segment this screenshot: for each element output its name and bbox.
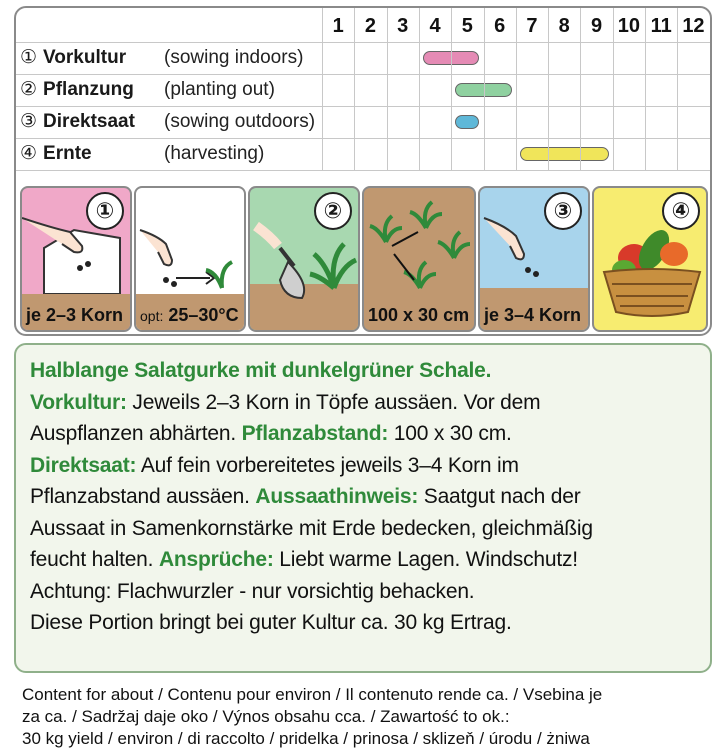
month-label: 9 <box>590 15 603 37</box>
grid-line <box>387 8 388 170</box>
grid-line <box>484 8 485 170</box>
icon-tile-germination-temperature <box>134 186 246 332</box>
row-label <box>20 138 265 170</box>
tile-label <box>140 305 239 326</box>
aussaat-text: Saatgut nach der <box>418 485 581 508</box>
grid-line <box>613 8 614 170</box>
row-label-german: Vorkultur <box>43 47 127 68</box>
direktsaat-text: Auf fein vorbereitetes jeweils 3–4 Korn im <box>136 453 519 477</box>
period-bar <box>455 115 479 129</box>
vorkultur-heading: Vorkultur: <box>30 390 127 414</box>
row-number: ④ <box>20 143 38 164</box>
pflanzabstand-heading: Pflanzabstand: <box>241 422 389 445</box>
vorkultur-text-2: Auspflanzen abhärten. <box>30 422 242 445</box>
row-label-english: (sowing indoors) <box>164 47 304 68</box>
row-label-german: Ernte <box>43 143 92 164</box>
calendar-row <box>16 106 710 138</box>
month-label: 10 <box>617 15 640 37</box>
month-label: 5 <box>461 15 473 37</box>
icon-tile-harvesting <box>592 186 708 332</box>
description-box <box>14 343 712 673</box>
step-badge: ① <box>86 192 124 230</box>
grid-line <box>710 8 711 170</box>
grid-line <box>354 8 355 170</box>
grid-line <box>16 138 710 139</box>
tile-label: je 3–4 Korn <box>484 305 582 325</box>
sowing-calendar <box>14 6 712 336</box>
grid-line <box>677 8 678 170</box>
pflanzabstand-text: 100 x 30 cm. <box>388 422 512 445</box>
aussaat-text-2: Aussaat in Samenkornstärke mit Erde bedecken, gleichmäßig <box>30 516 593 540</box>
month-label: 2 <box>364 15 376 37</box>
row-label <box>20 74 275 106</box>
step-badge: ② <box>314 192 352 230</box>
row-label <box>20 42 304 74</box>
month-label: 11 <box>650 15 672 37</box>
month-label: 7 <box>526 15 538 37</box>
step-badge: ③ <box>544 192 582 230</box>
yield-footer <box>22 684 712 750</box>
row-label <box>20 106 316 138</box>
grid-line <box>451 8 452 170</box>
tile-label-prefix: opt: <box>140 308 164 324</box>
grid-line <box>16 106 710 107</box>
footer-line-3: 30 kg yield / environ / di raccolto / pridelka / prinosa / sklizeň / úrodu / żniwa <box>22 729 590 748</box>
row-label-german: Pflanzung <box>43 79 134 100</box>
grid-line <box>419 8 420 170</box>
period-bar <box>520 147 609 161</box>
grid-line <box>516 8 517 170</box>
grid-line <box>580 8 581 170</box>
row-label-german: Direktsaat <box>43 111 135 132</box>
calendar-row <box>16 42 710 74</box>
aussaat-text-3: feucht halten. <box>30 548 159 571</box>
calendar-row <box>16 74 710 106</box>
grid-line <box>548 8 549 170</box>
footer-line-2: za ca. / Sadržaj daje oko / Výnos obsahu cca. / Zawartość to ok.: <box>22 707 510 726</box>
calendar-row <box>16 138 710 170</box>
tile-label-value: 25–30°C <box>168 305 239 325</box>
icon-tile-planting-out <box>248 186 360 332</box>
row-number: ③ <box>20 111 38 132</box>
tile-label: je 2–3 Korn <box>26 305 124 325</box>
vorkultur-text: Jeweils 2–3 Korn in Töpfe aussäen. Vor dem <box>126 390 541 414</box>
row-label-english: (planting out) <box>164 79 275 100</box>
month-label: 4 <box>429 15 441 37</box>
direktsaat-heading: Direktsaat: <box>30 453 137 477</box>
icon-tile-sowing-indoors <box>20 186 132 332</box>
instruction-icons <box>20 186 708 332</box>
row-number: ① <box>20 47 38 68</box>
direktsaat-text-2: Pflanzabstand aussäen. <box>30 485 256 508</box>
month-label: 3 <box>397 15 409 37</box>
headline: Halblange Salatgurke mit dunkelgrüner Schale. <box>30 359 492 382</box>
grid-line <box>645 8 646 170</box>
tile-label: 100 x 30 cm <box>368 305 470 325</box>
row-label-english: (sowing outdoors) <box>164 111 316 132</box>
month-header <box>322 8 712 42</box>
grid-line <box>16 42 710 43</box>
achtung-text: Achtung: Flachwurzler - nur vorsichtig behacken. <box>30 579 475 603</box>
ansprueche-heading: Ansprüche: <box>158 548 274 571</box>
grid-line <box>322 8 323 170</box>
icon-tile-plant-spacing <box>362 186 476 332</box>
footer-line-1: Content for about / Contenu pour environ / Il contenuto rende ca. / Vsebina je <box>22 685 603 704</box>
month-label: 12 <box>682 15 705 37</box>
row-label-english: (harvesting) <box>164 143 265 164</box>
portion-text: Diese Portion bringt bei guter Kultur ca. 30 kg Ertrag. <box>30 611 512 634</box>
aussaat-heading: Aussaathinweis: <box>255 485 419 508</box>
month-label: 1 <box>332 15 344 37</box>
grid-line <box>16 74 710 75</box>
step-badge: ④ <box>662 192 700 230</box>
ansprueche-text: Liebt warme Lagen. Windschutz! <box>273 548 578 571</box>
icon-tile-sowing-outdoors <box>478 186 590 332</box>
grid-line <box>16 170 710 171</box>
month-label: 6 <box>494 15 506 37</box>
row-number: ② <box>20 79 38 100</box>
month-label: 8 <box>558 15 570 37</box>
